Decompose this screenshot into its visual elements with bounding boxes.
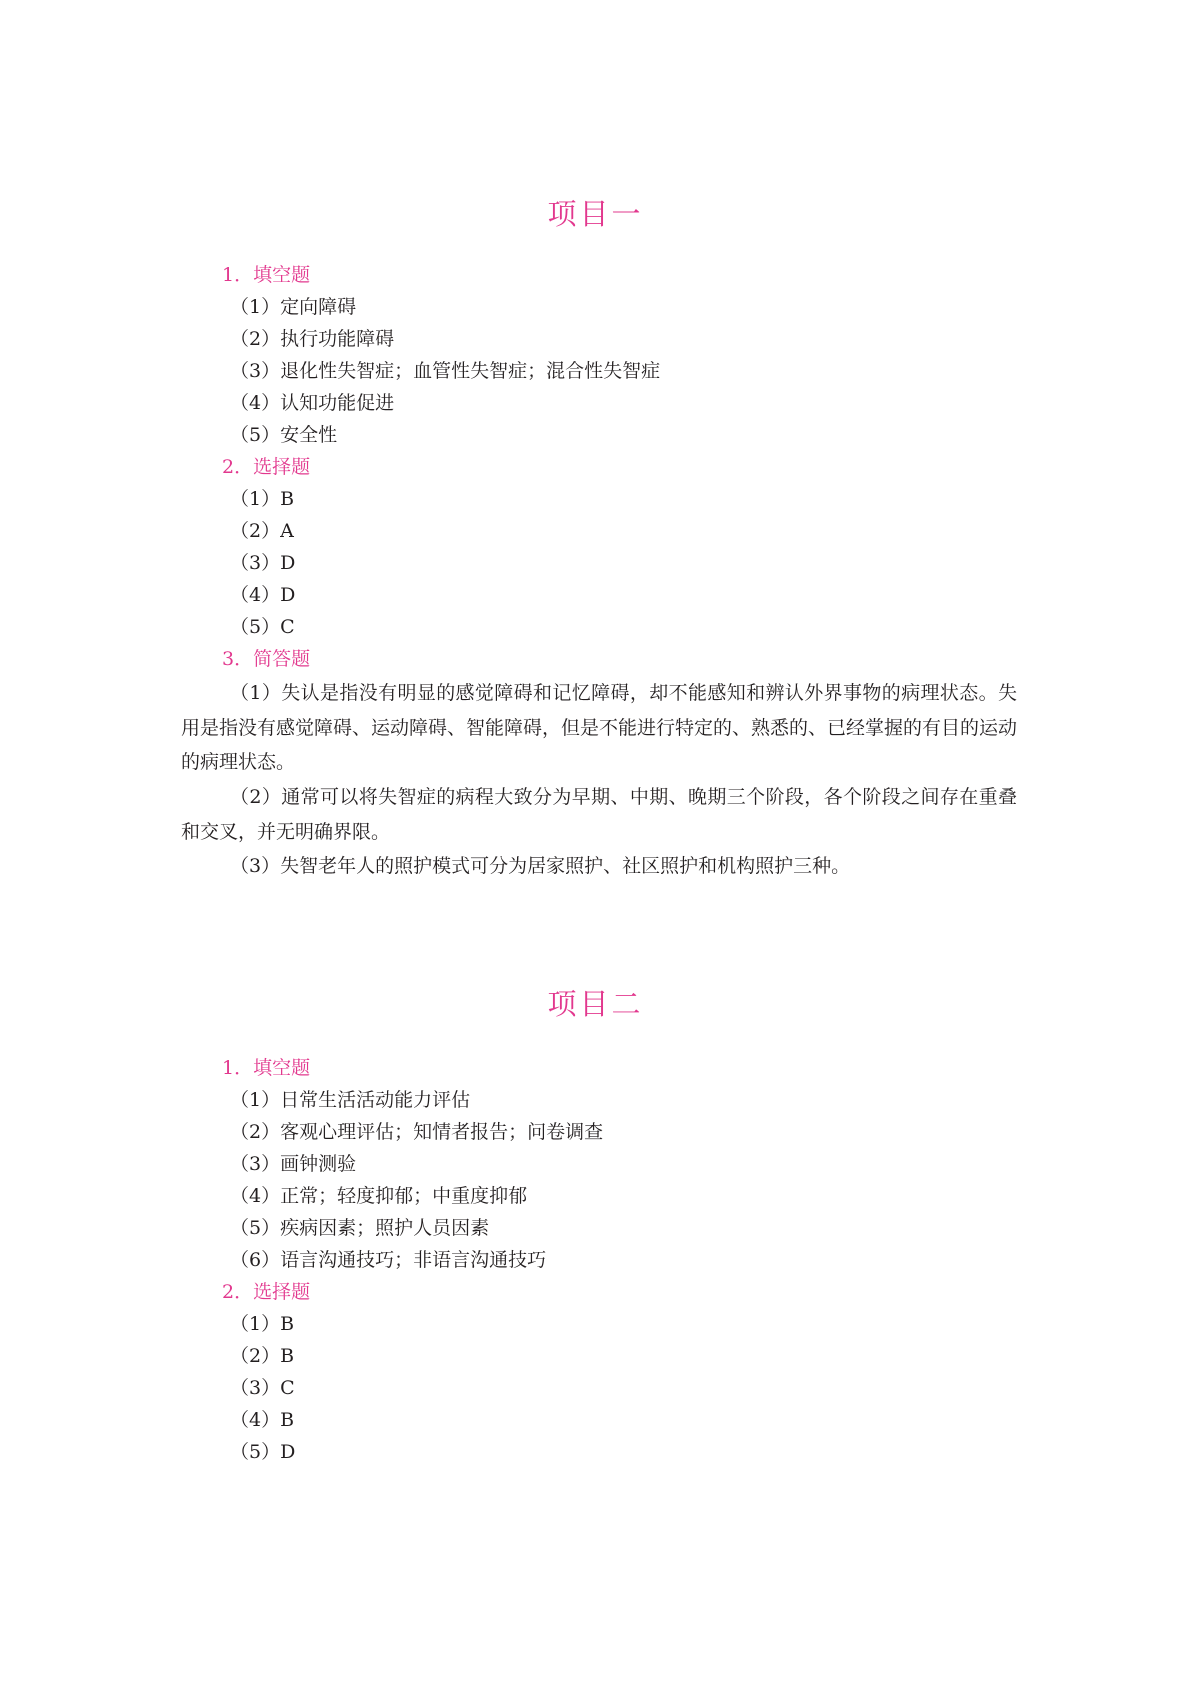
p1-choice-item-5: （5）C	[230, 616, 295, 638]
p1-fill-item-4: （4）认知功能促进	[230, 392, 395, 414]
p2-choice-heading: 2．选择题	[222, 1281, 311, 1303]
p1-short-answer-3: （3）失智老年人的照护模式可分为居家照护、社区照护和机构照护三种。	[230, 855, 851, 877]
p2-fill-item-3: （3）画钟测验	[230, 1153, 357, 1175]
p2-choice-item-4: （4）B	[230, 1409, 295, 1431]
p2-choice-item-5: （5）D	[230, 1441, 296, 1463]
p1-short-answer-2: （2）通常可以将失智症的病程大致分为早期、中期、晚期三个阶段，各个阶段之间存在重叠和交叉，并无明确界限。	[181, 786, 1017, 843]
p2-fill-item-5: （5）疾病因素；照护人员因素	[230, 1217, 490, 1239]
p1-short-answer-1: （1）失认是指没有明显的感觉障碍和记忆障碍，却不能感知和辨认外界事物的病理状态。失用是指没有感觉障碍、运动障碍、智能障碍，但是不能进行特定的、熟悉的、已经掌握的有目的运动的病理状态。	[181, 682, 1018, 773]
p1-fill-item-3: （3）退化性失智症；血管性失智症；混合性失智症	[230, 360, 661, 382]
p1-choice-item-3: （3）D	[230, 552, 296, 574]
p1-fill-item-1: （1）定向障碍	[230, 296, 357, 318]
p2-fill-heading: 1．填空题	[222, 1057, 311, 1079]
p1-fill-item-2: （2）执行功能障碍	[230, 328, 395, 350]
p1-fill-heading: 1．填空题	[222, 264, 311, 286]
p1-choice-item-2: （2）A	[230, 520, 294, 542]
project-two-title: 项目二	[547, 987, 644, 1021]
p2-fill-item-4: （4）正常；轻度抑郁；中重度抑郁	[230, 1185, 528, 1207]
p2-fill-item-6: （6）语言沟通技巧；非语言沟通技巧	[230, 1249, 547, 1271]
p2-choice-item-1: （1）B	[230, 1313, 295, 1335]
p1-choice-item-1: （1）B	[230, 488, 295, 510]
p1-fill-item-5: （5）安全性	[230, 424, 338, 446]
p2-fill-item-1: （1）日常生活活动能力评估	[230, 1089, 471, 1111]
p2-choice-item-3: （3）C	[230, 1377, 295, 1399]
p1-choice-heading: 2．选择题	[222, 456, 311, 478]
project-one-title: 项目一	[547, 197, 644, 231]
p2-choice-item-2: （2）B	[230, 1345, 295, 1367]
p1-choice-item-4: （4）D	[230, 584, 296, 606]
p2-fill-item-2: （2）客观心理评估；知情者报告；问卷调查	[230, 1121, 604, 1143]
p1-short-heading: 3．简答题	[222, 648, 311, 670]
